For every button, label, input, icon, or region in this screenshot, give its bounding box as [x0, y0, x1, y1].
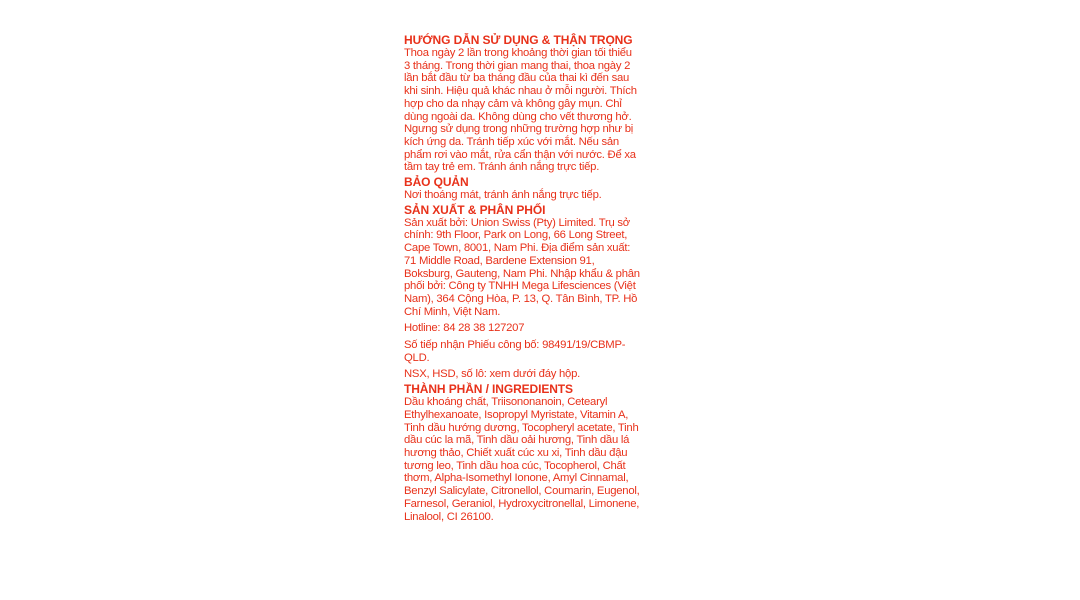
batch-info-text: NSX, HSD, số lô: xem dưới đáy hộp.: [404, 368, 580, 381]
storage-text: Nơi thoáng mát, tránh ánh nắng trực tiếp.: [404, 189, 602, 202]
manufacture-title: SẢN XUẤT & PHÂN PHỐI: [404, 202, 546, 217]
storage-section: [404, 176, 640, 202]
product-label-panel: [404, 34, 640, 523]
manufacture-section: [404, 204, 640, 381]
registration-text: Số tiếp nhận Phiếu công bố: 98491/19/CBMP-QLD.: [404, 339, 626, 364]
ingredients-title: THÀNH PHẦN / INGREDIENTS: [404, 382, 573, 397]
ingredients-section: [404, 383, 640, 523]
storage-title: BẢO QUẢN: [404, 175, 469, 190]
usage-section: [404, 34, 640, 174]
manufacture-text: Sản xuất bởi: Union Swiss (Pty) Limited. Trụ sở chính: 9th Floor, Park on Long, 66 Long Street, Cape Town, 8001, Nam Phi. Địa điểm sản xuất: 71 Middle Road, Bardene Extension 91, Boksburg, Gauteng, Nam Phi. Nhập khẩu & phân phối bởi: Công ty TNHH Mega Lifesciences (Việt Nam), 364 Cộng Hòa, P. 13, Q. Tân Bình, TP. Hồ Chí Minh, Việt Nam.: [404, 216, 640, 318]
usage-text: Thoa ngày 2 lần trong khoảng thời gian tối thiểu 3 tháng. Trong thời gian mang thai, thoa ngày 2 lần bắt đầu từ ba tháng đầu của thai kì đến sau khi sinh. Hiệu quả khác nhau ở mỗi người. Thích hợp cho da nhạy cảm và không gây mụn. Chỉ dùng ngoài da. Không dùng cho vết thương hở. Ngưng sử dụng trong những trường hợp như bị kích ứng da. Tránh tiếp xúc với mắt. Nếu sản phẩm rơi vào mắt, rửa cẩn thận với nước. Để xa tầm tay trẻ em. Tránh ánh nắng trực tiếp.: [404, 47, 637, 174]
ingredients-text: Dầu khoáng chất, Triisononanoin, Cetearyl Ethylhexanoate, Isopropyl Myristate, Vitamin A, Tinh dầu hướng dương, Tocopheryl acetate, Tinh dầu cúc la mã, Tinh dầu oải hương, Tinh dầu lá hương thảo, Chiết xuất cúc xu xi, Tinh dầu đậu tương leo, Tinh dầu hoa cúc, Tocopherol, Chất thơm, Alpha-Isomethyl Ionone, Amyl Cinnamal, Benzyl Salicylate, Citronellol, Coumarin, Eugenol, Farnesol, Geraniol, Hydroxycitronellal, Limonene, Linalool, CI 26100.: [404, 396, 640, 523]
hotline-text: Hotline: 84 28 38 127207: [404, 322, 525, 335]
usage-title: HƯỚNG DẪN SỬ DỤNG & THẬN TRỌNG: [404, 33, 633, 47]
